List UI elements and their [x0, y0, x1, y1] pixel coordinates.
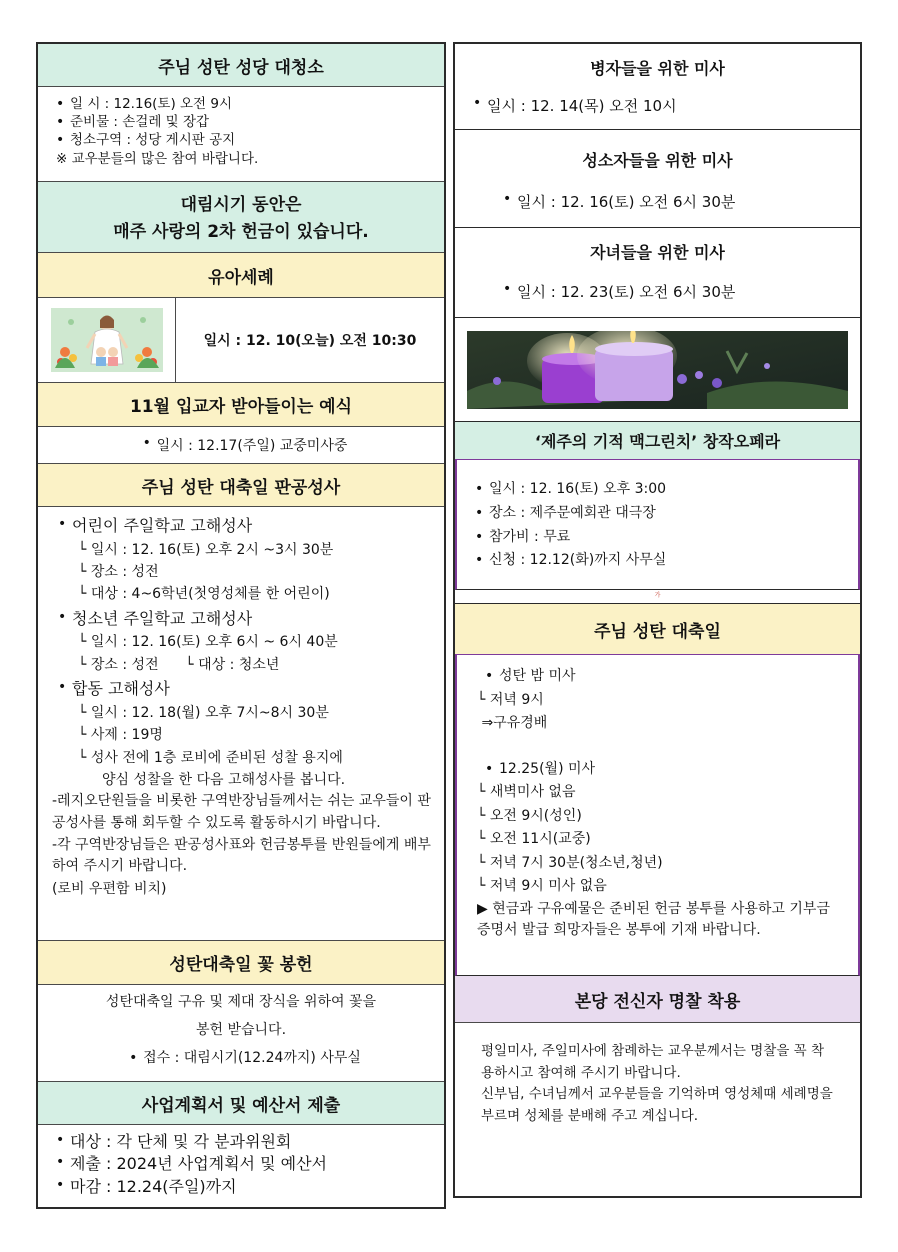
- infant-baptism-header: [38, 253, 444, 298]
- christmas-title: 주님 성탄 대축일: [594, 621, 721, 642]
- business-plan-submit: • 제출 : 2024년 사업계획서 및 예산서: [48, 1153, 434, 1175]
- opera-venue: • 장소 : 제주문예회관 대극장: [467, 502, 848, 526]
- youth-confession-time: └ 일시 : 12. 16(토) 오후 6시 ~ 6시 40분: [78, 634, 338, 651]
- children-confession-target: └ 대상 : 4~6학년(첫영성체를 한 어린이): [78, 586, 330, 603]
- cleaning-area: • 청소구역 : 성당 게시판 공지: [48, 131, 434, 149]
- confession-note-legio: -레지오단원들을 비롯한 구역반장님들께서는 쉬는 교우들이 판공성사를 통해 회두할 수 있도록 활동하시기 바랍니다.: [52, 793, 431, 831]
- catechumen-date: • 일시 : 12.17(주일) 교중미사중: [135, 435, 348, 455]
- christmas-eve-title: • 성탄 밤 미사: [477, 665, 838, 689]
- nametag-para2: 신부님, 수녀님께서 교우분들을 기억하며 영성체때 세례명을 부르며 성체를 분배해 주고 계십니다.: [481, 1086, 833, 1124]
- christmas-9am: └ 오전 9시(성인): [477, 807, 582, 824]
- children-mass-title: 자녀들을 위한 미사: [590, 243, 725, 262]
- minor-mass-date: • 일시 : 12. 16(토) 오전 6시 30분: [495, 191, 860, 212]
- children-mass-date: • 일시 : 12. 23(토) 오전 6시 30분: [495, 281, 860, 302]
- business-plan-target: • 대상 : 각 단체 및 각 분과위원회: [48, 1131, 434, 1153]
- opera-body: [455, 460, 860, 590]
- business-plan-header: [38, 1082, 444, 1125]
- joint-confession-time: └ 일시 : 12. 18(월) 오후 7시~8시 30분: [78, 704, 329, 721]
- infant-baptism-body: [38, 298, 444, 383]
- joint-confession-title: • 합동 고해성사: [50, 676, 432, 702]
- christmas-730pm: └ 저녁 7시 30분(청소년,청년): [477, 854, 663, 871]
- cleaning-note: ※ 교우분들의 많은 참여 바랍니다.: [56, 150, 259, 167]
- baptism-info: 일시 : 12. 10(오늘) 오전 10:30: [203, 333, 417, 349]
- confession-body: [38, 507, 444, 941]
- joint-confession-note: └ 성사 전에 1층 로비에 준비된 성찰 용지에: [78, 749, 343, 766]
- flowers-line2: 봉헌 받습니다.: [195, 1022, 287, 1038]
- joint-confession-priests: └ 사제 : 19명: [78, 727, 163, 744]
- cleaning-date: • 일 시 : 12.16(토) 오전 9시: [48, 95, 434, 113]
- flowers-body: [38, 985, 444, 1082]
- catechumen-header: [38, 383, 444, 427]
- children-confession-time: └ 일시 : 12. 16(토) 오후 2시 ~3시 30분: [78, 541, 334, 558]
- advent-line2: 매주 사랑의 2차 헌금이 있습니다.: [113, 222, 369, 243]
- minor-mass-title: 성소자들을 위한 미사: [582, 151, 733, 170]
- christmas-eve-time: └ 저녁 9시: [477, 691, 544, 708]
- flowers-line1: 성탄대축일 구유 및 제대 장식을 위하여 꽃을: [105, 994, 377, 1010]
- candle-image-section: [455, 318, 860, 422]
- business-plan-title: 사업계획서 및 예산서 제출: [141, 1095, 341, 1116]
- flowers-receipt: • 접수 : 대림시기(12.24까지) 사무실: [121, 1044, 361, 1072]
- nametag-title: 본당 전신자 명찰 착용: [574, 991, 741, 1012]
- advent-collection: [38, 182, 444, 253]
- opera-apply: • 신청 : 12.12(화)까지 사무실: [467, 549, 848, 573]
- children-mass-section: [455, 228, 860, 318]
- opera-date: • 일시 : 12. 16(토) 오후 3:00: [467, 478, 848, 502]
- youth-confession-title: • 청소년 주일학교 고해성사: [50, 606, 432, 632]
- catechumen-body: [38, 427, 444, 464]
- children-confession-place: └ 장소 : 성전: [78, 563, 159, 580]
- infant-baptism-title: 유아세례: [208, 267, 274, 288]
- christmas-11am: └ 오전 11시(교중): [477, 831, 591, 848]
- children-confession-title: • 어린이 주일학교 고해성사: [50, 513, 432, 539]
- jesus-children-illustration: [51, 308, 163, 372]
- confession-title: 주님 성탄 대축일 판공성사: [141, 477, 341, 498]
- opera-header: [455, 422, 860, 460]
- christmas-9pm: └ 저녁 9시 미사 없음: [477, 878, 607, 895]
- christmas-eve-manger: ⇒구유경배: [477, 715, 548, 732]
- opera-tiny-marker: 가: [455, 590, 860, 604]
- christmas-header: [455, 604, 860, 655]
- christmas-dawn: └ 새벽미사 없음: [477, 784, 576, 801]
- confession-note-mailbox: (로비 우편함 비치): [52, 881, 167, 898]
- cleaning-header: [38, 44, 444, 87]
- baptism-image-cell: [38, 298, 176, 382]
- cleaning-title: 주님 성탄 성당 대청소: [158, 57, 324, 78]
- business-plan-body: [38, 1125, 444, 1207]
- catechumen-title: 11월 입교자 받아들이는 예식: [129, 397, 353, 417]
- youth-confession-place: └ 장소 : 성전 └ 대상 : 청소년: [78, 656, 280, 673]
- sick-mass-title: 병자들을 위한 미사: [590, 59, 725, 78]
- flowers-header: [38, 941, 444, 985]
- nametag-para1: 평일미사, 주일미사에 참례하는 교우분께서는 명찰을 꼭 착용하시고 참여해 주시기 바랍니다.: [481, 1043, 825, 1081]
- nametag-header: [455, 976, 860, 1023]
- advent-candles-image: [467, 331, 848, 409]
- flowers-title: 성탄대축일 꽃 봉헌: [169, 955, 313, 975]
- confession-header: [38, 464, 444, 507]
- cleaning-supplies: • 준비물 : 손걸레 및 장갑: [48, 113, 434, 131]
- opera-fee: • 참가비 : 무료: [467, 526, 848, 550]
- christmas-offering-note: ▶ 현금과 구유예물은 준비된 헌금 봉투를 사용하고 기부금 증명서 발급 희망자들은 봉투에 기재 바랍니다.: [477, 900, 830, 939]
- advent-line1: 대림시기 동안은: [180, 195, 302, 215]
- minor-mass-section: [455, 130, 860, 228]
- business-plan-deadline: • 마감 : 12.24(주일)까지: [48, 1176, 434, 1198]
- sick-mass-date: • 일시 : 12. 14(목) 오전 10시: [465, 95, 860, 116]
- nametag-body: [455, 1023, 860, 1196]
- confession-note-envelope: -각 구역반장님들은 판공성사표와 헌금봉투를 반원들에게 배부하여 주시기 바랍니다.: [52, 836, 431, 875]
- cleaning-body: [38, 87, 444, 182]
- opera-title: ‘제주의 기적 맥그린치’ 창작오페라: [534, 432, 781, 451]
- right-column: [453, 42, 862, 1198]
- sick-mass-section: [455, 44, 860, 130]
- christmas-day-title: • 12.25(월) 미사: [477, 758, 838, 782]
- joint-confession-note-cont: 양심 성찰을 한 다음 고해성사를 봅니다.: [102, 771, 346, 788]
- christmas-body: [455, 655, 860, 976]
- left-column: [36, 42, 446, 1209]
